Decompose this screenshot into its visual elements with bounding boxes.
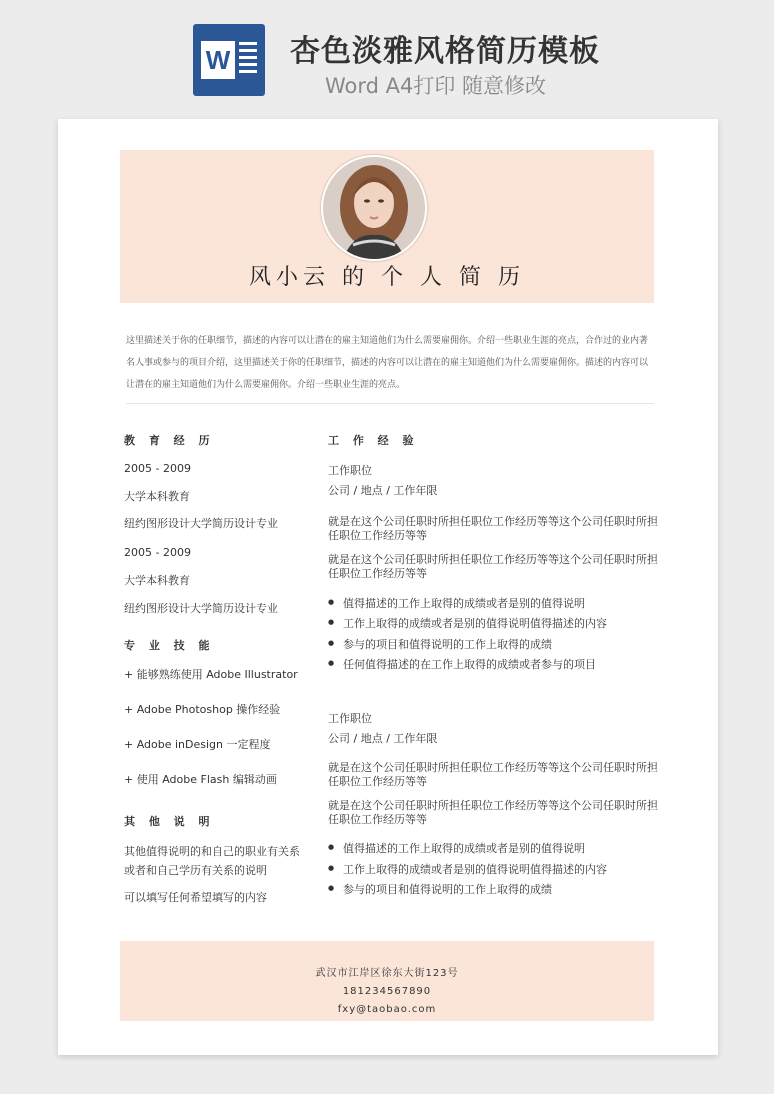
- other-heading: 其 他 说 明: [124, 815, 215, 828]
- skill-item: + 能够熟练使用 Adobe Illustrator: [124, 668, 298, 681]
- edu-degree: 大学本科教育: [124, 574, 190, 587]
- banner-subtitle: Word A4打印 随意修改: [325, 74, 547, 98]
- divider: [126, 403, 654, 404]
- contact-email: fxy@taobao.com: [337, 1004, 437, 1015]
- resume-name: 风小云 的 个 人 简 历: [249, 265, 525, 290]
- job-bullet: ● 工作上取得的成绩或者是别的值得说明值得描述的内容: [328, 861, 607, 877]
- skill-item: + 使用 Adobe Flash 编辑动画: [124, 773, 277, 786]
- job-bullet: ● 任何值得描述的在工作上取得的成绩或者参与的项目: [328, 656, 596, 672]
- edu-major: 纽约图形设计大学简历设计专业: [124, 517, 278, 530]
- job-bullet: ● 值得描述的工作上取得的成绩或者是别的值得说明: [328, 840, 585, 856]
- job-paragraph: 就是在这个公司任职时所担任职位工作经历等等这个公司任职时所担任职位工作经历等等: [328, 761, 658, 788]
- skills-heading: 专 业 技 能: [124, 639, 215, 652]
- contact-footer: [120, 941, 654, 1021]
- job-title: 工作职位: [328, 464, 372, 477]
- edu-degree: 大学本科教育: [124, 490, 190, 503]
- contact-address: 武汉市江岸区徐东大街123号: [315, 968, 459, 979]
- top-banner: [0, 0, 774, 110]
- job-bullet: ● 参与的项目和值得说明的工作上取得的成绩: [328, 881, 552, 897]
- job-title: 工作职位: [328, 712, 372, 725]
- job-paragraph: 就是在这个公司任职时所担任职位工作经历等等这个公司任职时所担任职位工作经历等等: [328, 799, 658, 826]
- job-paragraph: 就是在这个公司任职时所担任职位工作经历等等这个公司任职时所担任职位工作经历等等: [328, 553, 658, 580]
- avatar: [321, 155, 427, 261]
- banner-title: 杏色淡雅风格简历模板: [290, 34, 600, 69]
- edu-period: 2005 - 2009: [124, 546, 191, 559]
- edu-major: 纽约图形设计大学简历设计专业: [124, 602, 278, 615]
- work-heading: 工 作 经 验: [328, 434, 419, 447]
- contact-phone: 181234567890: [342, 986, 432, 997]
- job-bullet: ● 参与的项目和值得说明的工作上取得的成绩: [328, 636, 552, 652]
- job-bullet: ● 值得描述的工作上取得的成绩或者是别的值得说明: [328, 595, 585, 611]
- job-meta: 公司 / 地点 / 工作年限: [328, 732, 438, 745]
- skill-item: + Adobe Photoshop 操作经验: [124, 703, 281, 716]
- word-logo-lines: [239, 42, 257, 77]
- avatar-photo-icon: [323, 157, 425, 259]
- other-line: 或者和自己学历有关系的说明: [124, 864, 267, 877]
- job-bullet: ● 工作上取得的成绩或者是别的值得说明值得描述的内容: [328, 615, 607, 631]
- word-icon: [193, 24, 265, 96]
- skill-item: + Adobe inDesign 一定程度: [124, 738, 271, 751]
- edu-period: 2005 - 2009: [124, 462, 191, 475]
- other-line: 可以填写任何希望填写的内容: [124, 891, 267, 904]
- job-meta: 公司 / 地点 / 工作年限: [328, 484, 438, 497]
- resume-page: [58, 119, 718, 1055]
- other-line: 其他值得说明的和自己的职业有关系: [124, 845, 300, 858]
- intro-paragraph: 这里描述关于你的任职细节，描述的内容可以让潜在的雇主知道他们为什么需要雇佣你。介绍一些职业生涯的亮点，合作过的业内著名人事或参与的项目介绍，这里描述关于你的任职细节，描述的内容可以让潜在的雇主知道他们为什么需要雇佣你。描述的内容可以让潜在的雇主知道他们为什么需要雇佣你。介绍一些职业生涯的亮点。: [126, 336, 649, 390]
- header-band: [120, 150, 654, 303]
- education-heading: 教 育 经 历: [124, 434, 215, 447]
- job-paragraph: 就是在这个公司任职时所担任职位工作经历等等这个公司任职时所担任职位工作经历等等: [328, 515, 658, 542]
- word-logo-letter: W: [201, 41, 235, 79]
